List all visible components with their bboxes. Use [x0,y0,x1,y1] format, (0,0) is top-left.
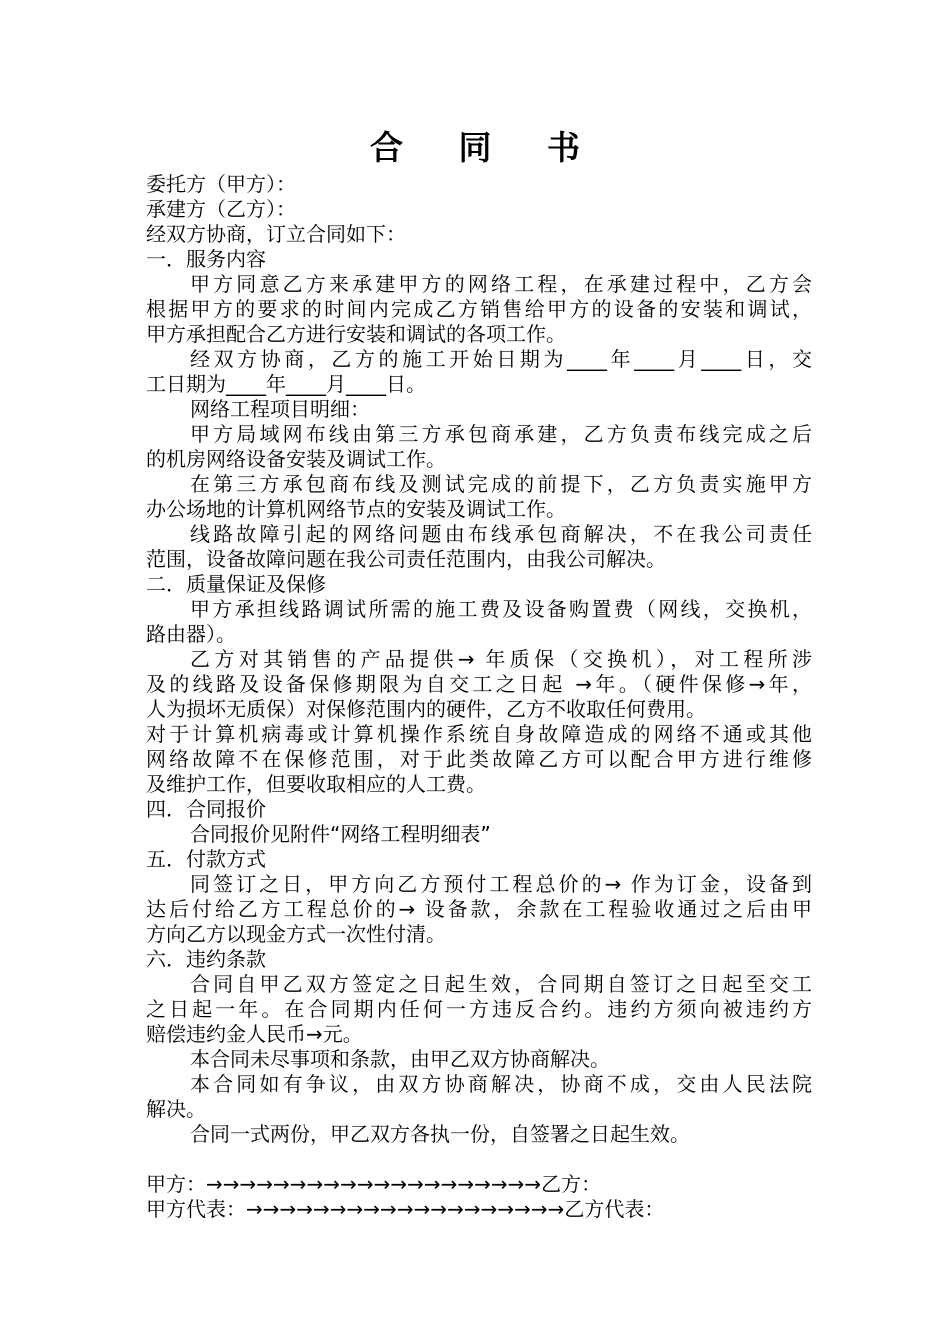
signature-representative-line: 甲方代表：→→→→→→→→→→→→→→→→→→→乙方代表： [146,1197,665,1221]
paragraph-line: 一．服务内容 [146,247,266,271]
paragraph-line: 范围，设备故障问题在我公司责任范围内，由我公司解决。 [146,547,666,571]
paragraph-line: 甲方局域网布线由第三方承包商承建，乙方负责布线完成之后 [190,422,812,446]
paragraph-line: 及维护工作，但要收取相应的人工费。 [146,772,486,796]
paragraph-line: 及的线路及设备保修期限为自交工之日起 →年。（硬件保修→年， [146,672,812,696]
paragraph-line: 甲方承担线路调试所需的施工费及设备购置费（网线，交换机， [190,597,812,621]
paragraph-line: 对于计算机病毒或计算机操作系统自身故障造成的网络不通或其他 [146,722,812,746]
paragraph-line: 方向乙方以现金方式一次性付清。 [146,922,446,946]
paragraph-line: 办公场地的计算机网络节点的安装及调试工作。 [146,497,566,521]
paragraph-line: 二．质量保证及保修 [146,572,326,596]
paragraph-line: 甲方承担配合乙方进行安装和调试的各项工作。 [146,322,566,346]
paragraph-line: 五．付款方式 [146,847,266,871]
paragraph-line: 合同一式两份，甲乙双方各执一份，自签署之日起生效。 [190,1122,690,1146]
paragraph-line: 经双方协商，订立合同如下： [146,222,406,246]
paragraph-line: 工日期为____年____月____日。 [146,372,426,396]
paragraph-line: 网络工程项目明细： [190,397,370,421]
paragraph-line: 承建方（乙方）： [146,197,296,221]
paragraph-line: 甲方同意乙方来承建甲方的网络工程，在承建过程中，乙方会 [190,272,812,296]
paragraph-line: 乙方对其销售的产品提供→ 年质保（交换机），对工程所涉 [190,647,812,671]
paragraph-line: 人为损坏无质保）对保修范围内的硬件，乙方不收取任何费用。 [146,697,706,721]
signature-party-line: 甲方：→→→→→→→→→→→→→→→→→→→→乙方： [146,1172,602,1196]
paragraph-line: 线路故障引起的网络问题由布线承包商解决，不在我公司责任 [190,522,812,546]
paragraph-line: 本合同如有争议，由双方协商解决，协商不成，交由人民法院 [190,1072,812,1096]
contract-body [146,172,812,1222]
paragraph-line: 网络故障不在保修范围，对于此类故障乙方可以配合甲方进行维修 [146,747,812,771]
blank-line [146,1147,812,1172]
paragraph-line: 同签订之日，甲方向乙方预付工程总价的→ 作为订金，设备到 [190,872,812,896]
paragraph-line: 委托方（甲方）： [146,172,296,196]
paragraph-line: 的机房网络设备安装及调试工作。 [146,447,446,471]
paragraph-line: 四．合同报价 [146,797,266,821]
paragraph-line: 合同自甲乙双方签定之日起生效，合同期自签订之日起至交工 [190,972,812,996]
paragraph-line: 之日起一年。在合同期内任何一方违反合约。违约方须向被违约方 [146,997,812,1021]
paragraph-line: 路由器）。 [146,622,236,646]
paragraph-line: 本合同未尽事项和条款，由甲乙双方协商解决。 [190,1047,610,1071]
paragraph-line: 在第三方承包商布线及测试完成的前提下，乙方负责实施甲方 [190,472,812,496]
paragraph-line: 赔偿违约金人民币→元。 [146,1022,363,1046]
paragraph-line: 根据甲方的要求的时间内完成乙方销售给甲方的设备的安装和调试， [146,297,812,321]
paragraph-line: 合同报价见附件“网络工程明细表” [190,822,491,846]
paragraph-line: 经双方协商，乙方的施工开始日期为____年____月____日，交 [190,347,812,371]
paragraph-line: 达后付给乙方工程总价的→ 设备款，余款在工程验收通过之后由甲 [146,897,812,921]
paragraph-line: 解决。 [146,1097,206,1121]
paragraph-line: 六．违约条款 [146,947,266,971]
document-title: 合 同 书 [370,128,602,167]
